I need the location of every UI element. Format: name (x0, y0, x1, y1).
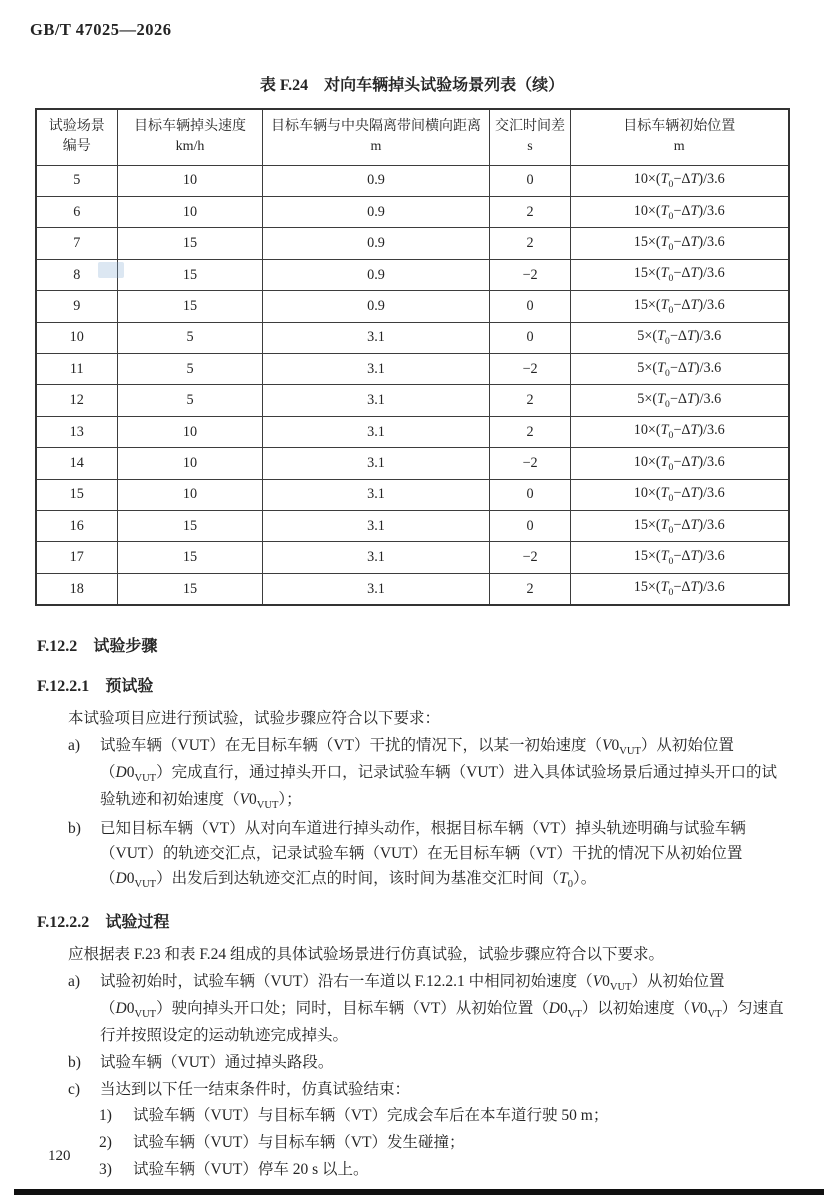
table-cell: 15 (118, 259, 263, 290)
table-cell: 10 (118, 416, 263, 447)
table-cell: $10\times(T_0-\Delta T)/3.6$ (571, 479, 789, 510)
table-header-row (36, 109, 789, 165)
col-header-unit: s (527, 139, 533, 155)
table-cell: 0 (490, 479, 571, 510)
list-marker: b) (68, 1053, 81, 1071)
section-title: 试验步骤 (93, 638, 158, 656)
table-cell: 3.1 (263, 511, 490, 542)
table-cell: 5 (118, 322, 263, 353)
list-marker: a) (68, 973, 81, 991)
table-cell: 10 (118, 197, 263, 228)
col-header-unit: m (673, 139, 685, 155)
table-cell: 15 (118, 542, 263, 573)
list-marker: 2) (99, 1134, 112, 1152)
process-intro-paragraph: 应根据表 F.23 和表 F.24 组成的具体试验场景进行仿真试验，试验步骤应符合以下要求。 (68, 946, 665, 964)
table-cell: 0 (490, 511, 571, 542)
list-marker: a) (68, 737, 81, 755)
table-row (36, 385, 789, 416)
table-row (36, 416, 789, 447)
table-cell: $15\times(T_0-\Delta T)/3.6$ (571, 291, 789, 322)
table-cell: 15 (118, 573, 263, 605)
section-heading-procedure (37, 634, 787, 660)
table-header (36, 109, 789, 165)
table-cell: 2 (490, 416, 571, 447)
section-title: 试验过程 (105, 913, 170, 931)
table-cell: $5\times(T_0-\Delta T)/3.6$ (571, 354, 789, 385)
col-header-time-difference (490, 109, 571, 165)
table-row (36, 322, 789, 353)
table-cell: 0.9 (263, 228, 490, 259)
table-cell: 2 (490, 228, 571, 259)
table-cell: 13 (36, 416, 118, 447)
table-cell: 15 (118, 511, 263, 542)
table-cell: 15 (118, 228, 263, 259)
table-cell: 12 (36, 385, 118, 416)
table-cell: 11 (36, 354, 118, 385)
table-cell: $15\times(T_0-\Delta T)/3.6$ (571, 259, 789, 290)
section-heading-process (37, 910, 787, 936)
list-marker: b) (68, 820, 81, 838)
table-cell: 0.9 (263, 259, 490, 290)
table-cell: 9 (36, 291, 118, 322)
table-cell: 10 (36, 322, 118, 353)
table-cell: $15\times(T_0-\Delta T)/3.6$ (571, 542, 789, 573)
table-cell: 14 (36, 448, 118, 479)
list-text: 试验车辆（VUT）与目标车辆（VT）发生碰撞； (133, 1134, 465, 1152)
table-cell: 0 (490, 165, 571, 196)
list-marker: 3) (99, 1161, 112, 1179)
table-row (36, 165, 789, 196)
list-text: 试验初始时，试验车辆（VUT）沿右一车道以 F.12.2.1 中相同初始速度$(V0_{VUT})$从初始位置$(D0_{VUT})$驶向掉头开口处；同时，目标车辆（VT）从初始位置$(D0_{VT})$以初始速度$(V0_{VT})$匀速直行并按照设定的运动轨迹完成掉头。 (100, 973, 784, 1045)
doc-number: GB/T 47025—2026 (30, 20, 172, 39)
list-text: 试验车辆（VUT）通过掉头路段。 (100, 1053, 334, 1071)
table-cell: −2 (490, 542, 571, 573)
table-cell: 10 (118, 165, 263, 196)
table-row (36, 542, 789, 573)
table-row (36, 259, 789, 290)
table-cell: 8 (36, 259, 118, 290)
page-number: 120 (48, 1148, 71, 1164)
col-header-unit: m (370, 139, 382, 155)
table-cell: 10 (118, 448, 263, 479)
col-header-text: 交汇时间差 (495, 119, 565, 134)
table-cell: 3.1 (263, 416, 490, 447)
table-cell: 3.1 (263, 542, 490, 573)
col-header-initial-position (571, 109, 789, 165)
section-heading-pretest (37, 674, 787, 700)
table-cell: 0 (490, 322, 571, 353)
table-cell: 3.1 (263, 322, 490, 353)
list-text: 已知目标车辆（VT）从对向车道进行掉头动作，根据目标车辆（VT）掉头轨迹明确与试验车辆（VUT）的轨迹交汇点，记录试验车辆（VUT）在无目标车辆（VT）干扰的情况下从初始位置$(D0_{VUT})$出发后到达轨迹交汇点的时间，该时间为基准交汇时间$(T_0)$。 (100, 820, 746, 890)
table-cell: 0.9 (263, 291, 490, 322)
table-cell: 3.1 (263, 573, 490, 605)
table-cell: 18 (36, 573, 118, 605)
list-text: 当达到以下任一结束条件时，仿真试验结束： (100, 1080, 411, 1098)
table-cell: 5 (36, 165, 118, 196)
table-cell: 6 (36, 197, 118, 228)
table-cell: $15\times(T_0-\Delta T)/3.6$ (571, 511, 789, 542)
col-header-text: 目标车辆与中央隔离带间横向距离 (271, 119, 481, 134)
table-cell: $10\times(T_0-\Delta T)/3.6$ (571, 197, 789, 228)
table-row (36, 448, 789, 479)
table-cell: 2 (490, 197, 571, 228)
table-cell: 10 (118, 479, 263, 510)
sub-list-item (99, 1104, 787, 1129)
table-cell: 17 (36, 542, 118, 573)
list-text: 试验车辆（VUT）与目标车辆（VT）完成会车后在本车道行驶 50 m； (133, 1107, 609, 1125)
table-cell: 0 (490, 291, 571, 322)
scenario-table (35, 108, 790, 606)
table-cell: −2 (490, 448, 571, 479)
sub-list-item (99, 1158, 787, 1183)
table-cell: 2 (490, 573, 571, 605)
table-cell: 2 (490, 385, 571, 416)
table-cell: $15\times(T_0-\Delta T)/3.6$ (571, 573, 789, 605)
scan-page-edge (14, 1189, 824, 1195)
table-cell: 0.9 (263, 197, 490, 228)
list-item (68, 1051, 787, 1076)
table-row (36, 291, 789, 322)
col-header-text: 目标车辆初始位置 (623, 119, 736, 134)
section-number: F.12.2.1 (37, 677, 90, 695)
table-cell: 0.9 (263, 165, 490, 196)
table-cell: $10\times(T_0-\Delta T)/3.6$ (571, 416, 789, 447)
list-marker: 1) (99, 1107, 112, 1125)
list-item (68, 1078, 787, 1103)
table-caption: 表 F.24 对向车辆掉头试验场景列表（续） (259, 77, 565, 94)
table-cell: 15 (118, 291, 263, 322)
table-row (36, 573, 789, 605)
table-cell: 7 (36, 228, 118, 259)
table-row (36, 511, 789, 542)
table-cell: 16 (36, 511, 118, 542)
col-header-text: 试验场景 (48, 119, 105, 134)
table-row (36, 197, 789, 228)
section-title: 预试验 (105, 677, 154, 695)
table-row (36, 479, 789, 510)
list-text: 试验车辆（VUT）停车 20 s 以上。 (133, 1161, 369, 1179)
table-cell: 5 (118, 354, 263, 385)
list-item (68, 734, 787, 815)
table-cell: 3.1 (263, 354, 490, 385)
table-cell: 5 (118, 385, 263, 416)
table-cell: −2 (490, 354, 571, 385)
list-marker: c) (68, 1080, 81, 1098)
table-cell: 3.1 (263, 479, 490, 510)
table-cell: $10\times(T_0-\Delta T)/3.6$ (571, 448, 789, 479)
table-cell: $15\times(T_0-\Delta T)/3.6$ (571, 228, 789, 259)
section-number: F.12.2 (37, 638, 78, 656)
col-header-unit: km/h (175, 139, 205, 155)
col-header-text: 目标车辆掉头速度 (134, 119, 246, 134)
table-row (36, 354, 789, 385)
table-cell: −2 (490, 259, 571, 290)
section-number: F.12.2.2 (37, 913, 90, 931)
table-cell: $5\times(T_0-\Delta T)/3.6$ (571, 385, 789, 416)
table-cell: $5\times(T_0-\Delta T)/3.6$ (571, 322, 789, 353)
list-item (68, 817, 787, 894)
col-header-lateral-distance (263, 109, 490, 165)
table-cell: 3.1 (263, 385, 490, 416)
content (37, 634, 787, 1183)
table-body (36, 165, 789, 605)
col-header-scenario-id (36, 109, 118, 165)
list-item (68, 970, 787, 1049)
pretest-intro-paragraph: 本试验项目应进行预试验，试验步骤应符合以下要求： (68, 710, 441, 728)
list-text: 试验车辆（VUT）在无目标车辆（VT）干扰的情况下，以某一初始速度$(V0_{VUT})$从初始位置$(D0_{VUT})$完成直行，通过掉头开口，记录试验车辆（VUT）进入具体试验场景后通过掉头开口的试验轨迹和初始速度$(V0_{VUT})$； (100, 737, 777, 812)
table-cell: $10\times(T_0-\Delta T)/3.6$ (571, 165, 789, 196)
table-cell: 3.1 (263, 448, 490, 479)
table-cell: 15 (36, 479, 118, 510)
scan-artifact (98, 262, 124, 278)
sub-list-item (99, 1131, 787, 1156)
col-header-uturn-speed (118, 109, 263, 165)
col-header-unit: 编号 (62, 139, 91, 155)
table-row (36, 228, 789, 259)
